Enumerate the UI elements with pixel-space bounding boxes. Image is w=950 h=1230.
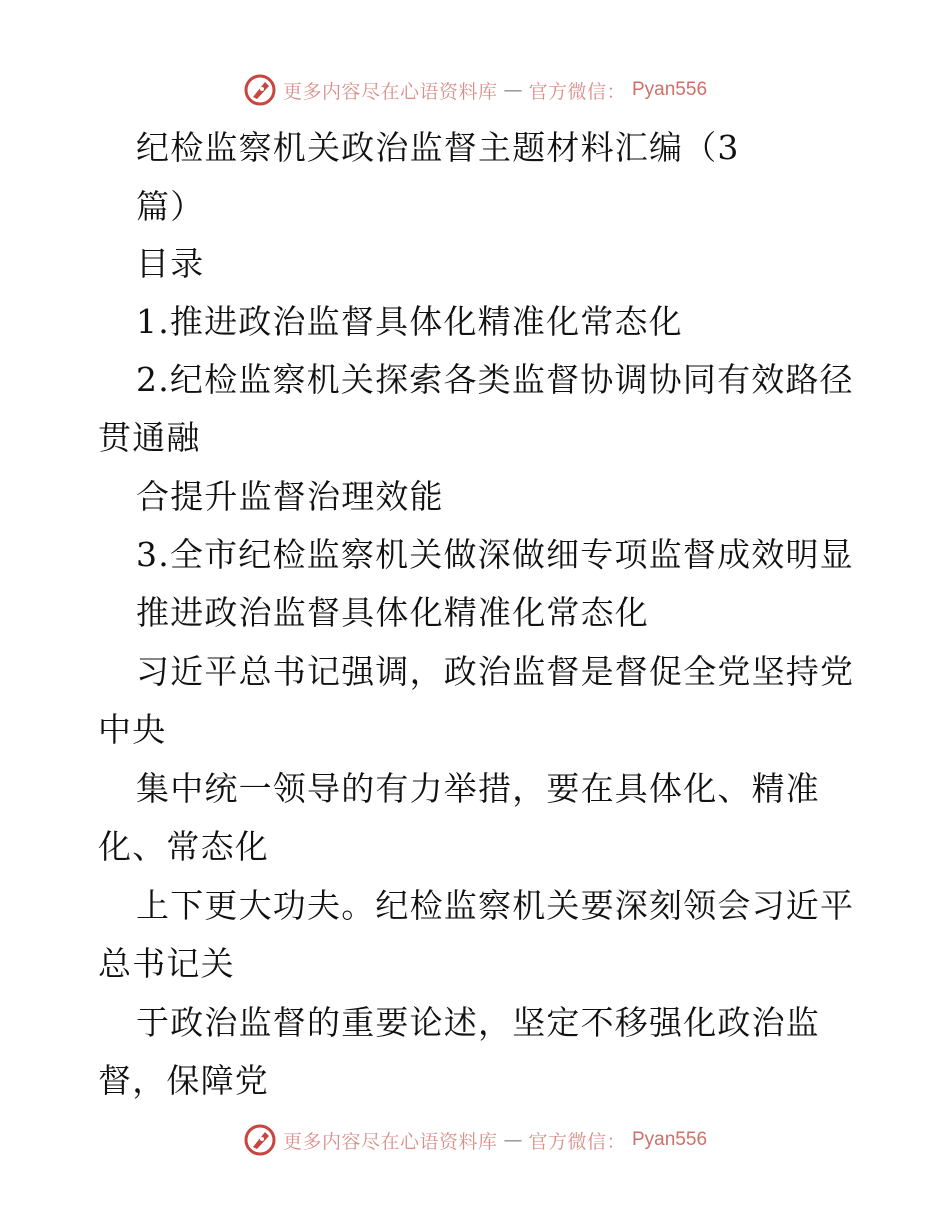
- body-line: 习近平总书记强调，政治监督是督促全党坚持党: [136, 652, 855, 691]
- watermark-site-text: 更多内容尽在心语资料库: [282, 1130, 498, 1153]
- document-title-line-2: 篇）: [136, 187, 205, 226]
- body-line: 总书记关: [98, 944, 235, 983]
- toc-item: 1.推进政治监督具体化精准化常态化: [136, 302, 683, 341]
- body-line: 化、常态化: [98, 827, 269, 866]
- watermark-site-text: 更多内容尽在心语资料库: [282, 80, 498, 103]
- body-line: 上下更大功夫。纪检监察机关要深刻领会习近平: [136, 886, 855, 925]
- watermark-separator: —: [503, 79, 523, 101]
- body-line: 督，保障党: [98, 1061, 269, 1100]
- section-title: 推进政治监督具体化精准化常态化: [136, 593, 649, 632]
- body-line: 于政治监督的重要论述，坚定不移强化政治监: [136, 1003, 820, 1042]
- body-line: 集中统一领导的有力举措，要在具体化、精准: [136, 769, 820, 808]
- watermark-account: Pyan556: [632, 79, 708, 100]
- body-line: 中央: [98, 710, 167, 749]
- toc-item-continuation: 合提升监督治理效能: [136, 477, 444, 516]
- toc-item-continuation: 贯通融: [98, 418, 201, 457]
- watermark-official-label: 官方微信：: [528, 1130, 626, 1153]
- watermark-separator: —: [503, 1129, 523, 1151]
- toc-item: 3.全市纪检监察机关做深做细专项监督成效明显: [136, 535, 854, 574]
- toc-heading: 目录: [136, 244, 205, 283]
- toc-item: 2.纪检监察机关探索各类监督协调协同有效路径: [136, 360, 854, 399]
- pen-nib-logo-icon: [243, 1123, 277, 1157]
- document-title-line-1: 纪检监察机关政治监督主题材料汇编（3: [136, 128, 740, 167]
- watermark-account: Pyan556: [632, 1129, 708, 1150]
- watermark-footer: [0, 1120, 950, 1160]
- watermark-official-label: 官方微信：: [528, 80, 626, 103]
